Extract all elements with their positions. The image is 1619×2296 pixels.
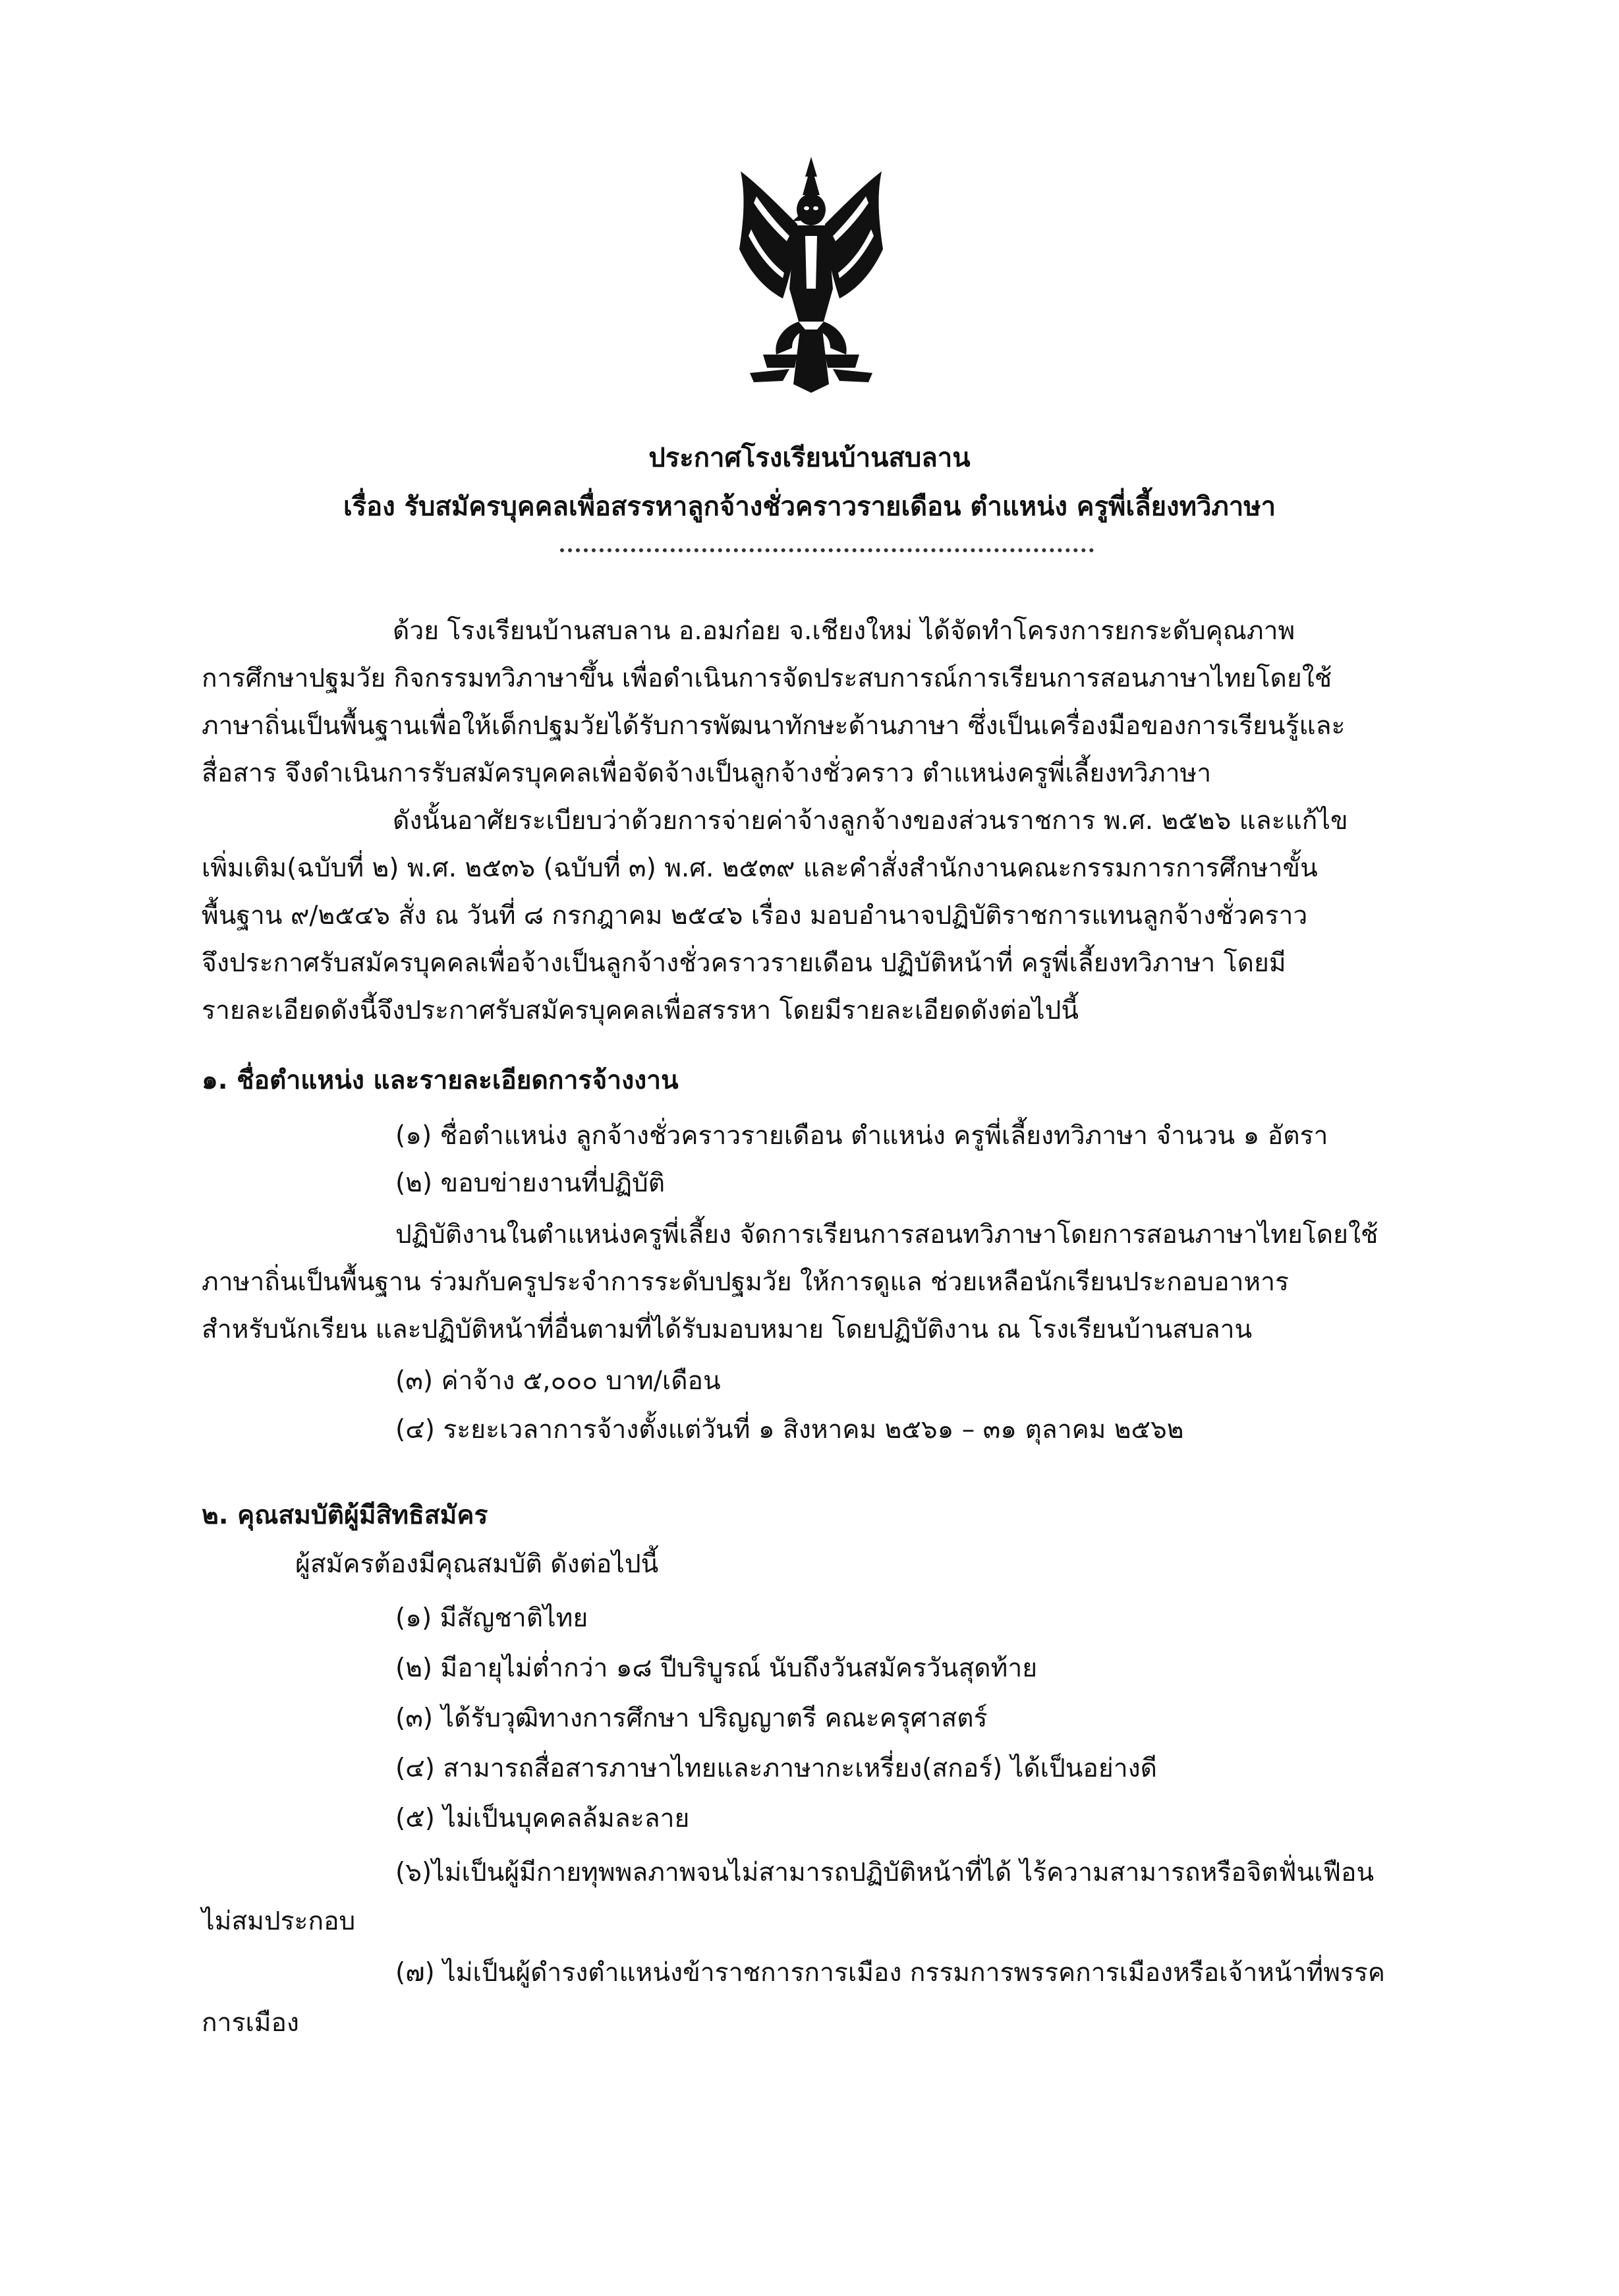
qualification-item: (๑) มีสัญชาติไทย <box>395 1603 588 1633</box>
qualification-item: (๔) สามารถสื่อสารภาษาไทยและภาษากะเหรี่ยง(สกอร์) ได้เป็นอย่างดี <box>395 1754 1157 1783</box>
qualification-item: (๖)ไม่เป็นผู้มีกายทุพพลภาพจนไม่สามารถปฏิบัติหน้าที่ได้ ไร้ความสามารถหรือจิตฟั่นเฟือน <box>395 1858 1375 1887</box>
qualification-item: (๗) ไม่เป็นผู้ดำรงตำแหน่งข้าราชการการเมือง กรรมการพรรคการเมืองหรือเจ้าหน้าที่พรรค <box>395 1958 1385 1988</box>
intro-p2-line: พื้นฐาน ๙/๒๕๔๖ สั่ง ณ วันที่ ๘ กรกฎาคม ๒๕๔๖ เรื่อง มอบอำนาจปฏิบัติราชการแทนลูกจ้างชั่วคราว <box>202 901 1308 931</box>
intro-p2-line: ดังนั้นอาศัยระเบียบว่าด้วยการจ่ายค่าจ้างลูกจ้างของส่วนราชการ พ.ศ. ๒๕๒๖ และแก้ไข <box>393 806 1348 836</box>
intro-p1-line: การศึกษาปฐมวัย กิจกรรมทวิภาษาขึ้น เพื่อดำเนินการจัดประสบการณ์การเรียนการสอนภาษาไทยโดยใช้ <box>202 664 1332 693</box>
section1-item: (๑) ชื่อตำแหน่ง ลูกจ้างชั่วคราวรายเดือน ตำแหน่ง ครูพี่เลี้ยงทวิภาษา จำนวน ๑ อัตรา <box>395 1121 1328 1151</box>
section1-item: (๓) ค่าจ้าง ๕,๐๐๐ บาท/เดือน <box>395 1366 721 1396</box>
intro-p2-line: จึงประกาศรับสมัครบุคคลเพื่อจ้างเป็นลูกจ้างชั่วคราวรายเดือน ปฏิบัติหน้าที่ ครูพี่เลี้ยงทวิภาษา โดยมี <box>202 948 1286 978</box>
qualification-item: (๒) มีอายุไม่ต่ำกว่า ๑๘ ปีบริบูรณ์ นับถึงวันสมัครวันสุดท้าย <box>395 1653 1038 1683</box>
announcement-title: ประกาศโรงเรียนบ้านสบลาน <box>648 443 971 473</box>
section1-item: (๔) ระยะเวลาการจ้างตั้งแต่วันที่ ๑ สิงหาคม ๒๕๖๑ – ๓๑ ตุลาคม ๒๕๖๒ <box>395 1415 1184 1445</box>
intro-p2-line: เพิ่มเติม(ฉบับที่ ๒) พ.ศ. ๒๕๓๖ (ฉบับที่ ๓) พ.ศ. ๒๕๓๙ และคำสั่งสำนักงานคณะกรรมการการศึกษาขั้น <box>202 853 1318 883</box>
garuda-emblem-icon <box>737 157 886 393</box>
qualification-item: (๕) ไม่เป็นบุคคลล้มละลาย <box>395 1804 690 1833</box>
qualification-item-cont: ไม่สมประกอบ <box>202 1907 356 1936</box>
section1-scope-line: ปฏิบัติงานในตำแหน่งครูพี่เลี้ยง จัดการเรียนการสอนทวิภาษาโดยการสอนภาษาไทยโดยใช้ <box>395 1220 1378 1249</box>
intro-p1-line: ภาษาถิ่นเป็นพื้นฐานเพื่อให้เด็กปฐมวัยได้รับการพัฒนาทักษะด้านภาษา ซึ่งเป็นเครื่องมือของการเรียนรู้และ <box>202 711 1346 741</box>
intro-p2-line: รายละเอียดดังนี้จึงประกาศรับสมัครบุคคลเพื่อสรรหา โดยมีรายละเอียดดังต่อไปนี้ <box>202 996 1079 1025</box>
section2-lead: ผู้สมัครต้องมีคุณสมบัติ ดังต่อไปนี้ <box>295 1549 659 1579</box>
qualification-item: (๓) ได้รับวุฒิทางการศึกษา ปริญญาตรี คณะครุศาสตร์ <box>395 1704 988 1733</box>
title-divider <box>560 548 1094 552</box>
section1-scope-line: สำหรับนักเรียน และปฏิบัติหน้าที่อื่นตามที่ได้รับมอบหมาย โดยปฏิบัติงาน ณ โรงเรียนบ้านสบลาน <box>202 1315 1253 1344</box>
announcement-subject: เรื่อง รับสมัครบุคคลเพื่อสรรหาลูกจ้างชั่วคราวรายเดือน ตำแหน่ง ครูพี่เลี้ยงทวิภาษา <box>343 492 1276 522</box>
intro-p1-line: สื่อสาร จึงดำเนินการรับสมัครบุคคลเพื่อจัดจ้างเป็นลูกจ้างชั่วคราว ตำแหน่งครูพี่เลี้ยงทวิภาษา <box>202 759 1212 788</box>
section2-heading: ๒. คุณสมบัติผู้มีสิทธิสมัคร <box>202 1501 488 1530</box>
intro-p1-line: ด้วย โรงเรียนบ้านสบลาน อ.อมก๋อย จ.เชียงใหม่ ได้จัดทำโครงการยกระดับคุณภาพ <box>393 616 1295 646</box>
section1-scope-line: ภาษาถิ่นเป็นพื้นฐาน ร่วมกับครูประจำการระดับปฐมวัย ให้การดูแล ช่วยเหลือนักเรียนประกอบอาหาร <box>202 1267 1289 1297</box>
section1-item: (๒) ขอบข่ายงานที่ปฏิบัติ <box>395 1168 666 1198</box>
section1-heading: ๑. ชื่อตำแหน่ง และรายละเอียดการจ้างงาน <box>202 1066 679 1095</box>
qualification-item-cont: การเมือง <box>202 2008 299 2038</box>
